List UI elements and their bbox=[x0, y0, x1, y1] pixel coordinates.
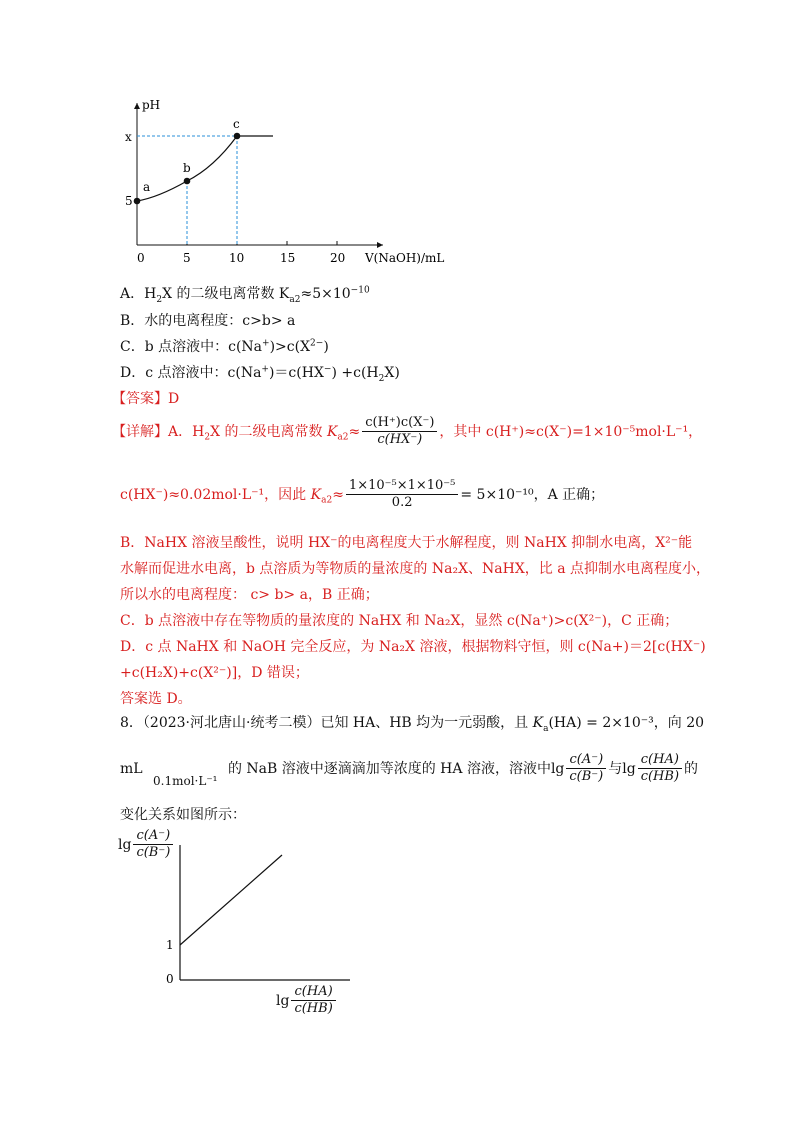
point-label-b: b bbox=[183, 161, 191, 175]
question-8-line3: 变化关系如图所示： bbox=[120, 807, 246, 823]
explanation-d-line1: D．c 点 NaHX 和 NaOH 完全反应，为 Na₂X 溶液，根据物料守恒，则 c(Na+)＝2[c(HX⁻) bbox=[120, 639, 706, 655]
chart2-line bbox=[180, 855, 282, 945]
ph-curve bbox=[137, 136, 273, 201]
question-8-line1: 8．（2023·河北唐山·统考二模）已知 HA、HB 均为一元弱酸，且 $K_a(HA) = 2\times 10^{-3}$，向 20 bbox=[120, 715, 705, 734]
answer-tag: 【答案】D bbox=[112, 391, 180, 407]
ratio-ha-hb-fraction: $\frac{c(HA)}{c(HB)}$ bbox=[638, 752, 682, 786]
ratio-a-b-fraction: $\frac{c(A^-)}{c(B^-)}$ bbox=[566, 752, 606, 786]
x-tick-label-0: 0 bbox=[137, 251, 145, 265]
option-b: B．水的电离程度：c>b> a bbox=[120, 313, 296, 329]
explanation-final: 答案选 D。 bbox=[120, 691, 192, 707]
point-c bbox=[234, 133, 241, 140]
explanation-b-line2: 水解而促进水电离，b 点溶质为等物质的量浓度的 Na₂X、NaHX，比 a 点抑制水电离程度小， bbox=[120, 561, 711, 577]
explanation-c: C．b 点溶液中存在等物质的量浓度的 NaHX 和 Na₂X，显然 c(Na⁺)>c(X²⁻)，C 正确； bbox=[120, 613, 679, 629]
ka2-value-fraction: $\frac{\text{1×10⁻⁵×1×10⁻⁵}}{0.2}$ bbox=[346, 478, 458, 512]
explanation-line2: c(HX⁻)≈0.02mol·L⁻¹，因此 $K_{a2}\approx$ $\frac{\text{1×10⁻⁵×1×10⁻⁵}}{0.2}$ = 5×10⁻¹⁰，A 正确； bbox=[120, 478, 605, 511]
point-b bbox=[184, 178, 191, 185]
chart2-x-label: lg $\frac{c(HA)}{c(HB)}$ bbox=[276, 984, 338, 1018]
explanation-line1: 【详解】A．$H_2X$ 的二级电离常数 $K_{a2}\approx$ $\frac{c(H^+)c(X^-)}{c(HX^-)}$ ，其中 c(H⁺)≈c(X⁻)=1×10⁻⁵mol·L⁻¹， bbox=[112, 415, 703, 448]
y-label-x: x bbox=[125, 130, 132, 144]
point-label-c: c bbox=[233, 117, 240, 131]
x-tick-label-5: 5 bbox=[183, 251, 191, 265]
option-c: C．b 点溶液中：$c(Na^+)>c(X^{2-})$ bbox=[120, 338, 329, 355]
point-a bbox=[134, 198, 141, 205]
ka2-fraction: $\frac{c(H^+)c(X^-)}{c(HX^-)}$ bbox=[362, 415, 437, 449]
explanation-d-line2: +c(H₂X)+c(X²⁻)]，D 错误； bbox=[120, 665, 309, 681]
ph-titration-chart bbox=[115, 95, 455, 270]
y-label-5: 5 bbox=[125, 194, 133, 208]
y-axis-label: pH bbox=[142, 98, 161, 112]
explanation-b-line3: 所以水的电离程度： c> b> a，B 正确； bbox=[120, 587, 379, 603]
chart2-y-label: lg $\frac{c(A^-)}{c(B^-)}$ bbox=[118, 828, 175, 862]
chart2-origin-label: 0 bbox=[166, 972, 174, 986]
point-label-a: a bbox=[143, 180, 151, 194]
x-axis-label: V(NaOH)/mL bbox=[365, 251, 445, 265]
option-a: A．$H_2X$ 的二级电离常数 $K_{a2}\approx 5\times 10^{-10}$ bbox=[120, 285, 370, 305]
x-tick-label-15: 15 bbox=[280, 251, 296, 265]
lg-ratio-chart bbox=[160, 835, 360, 995]
question-8-line2: mL 0.1mol·L⁻¹ 的 NaB 溶液中逐滴滴加等浓度的 HA 溶液，溶液中lg $\frac{c(A^-)}{c(B^-)}$ 与lg $\frac{c(HA)}{c(HB)}$ 的 bbox=[120, 752, 699, 788]
explanation-b-line1: B．NaHX 溶液呈酸性，说明 HX⁻的电离程度大于水解程度，则 NaHX 抑制水电离，X²⁻能 bbox=[120, 535, 693, 551]
x-tick-label-10: 10 bbox=[229, 251, 245, 265]
option-d: D．c 点溶液中：$c(Na^+)=c(HX^-) +c(H_2X)$ bbox=[120, 364, 400, 384]
chart2-intercept-label: 1 bbox=[166, 938, 174, 952]
x-tick-label-20: 20 bbox=[330, 251, 346, 265]
